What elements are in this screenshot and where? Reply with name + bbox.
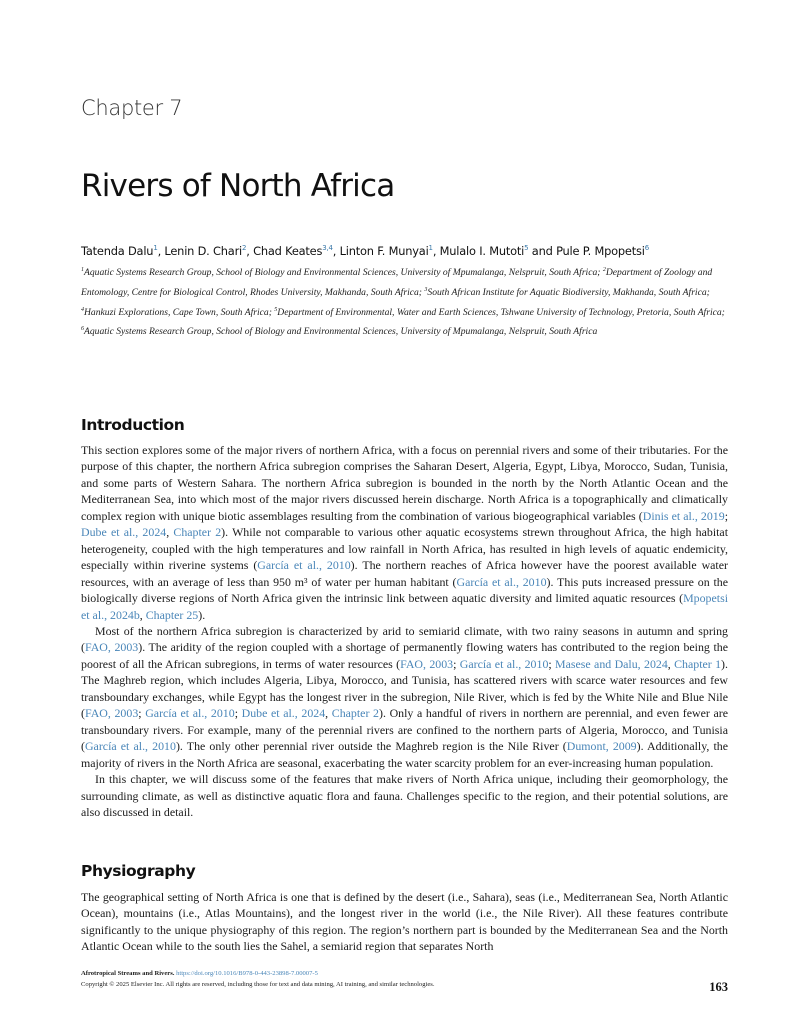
paragraph: The geographical setting of North Africa is one that is defined by the desert (i.e., Sahara), seas (i.e., Mediterranean Sea, North Atlantic Ocean), mountains (i.e., Atlas Mountains), and the longest river in the world (i.e., the Nile River). All these features contribute significantly to the unique physiography of this region. The region’s northern part is bounded by the Mediterranean Sea and the North Atlantic Ocean while to the south lies the Sahel, a semiarid region that separates North — [81, 890, 728, 954]
citation-link[interactable]: Dumont, 2009 — [566, 739, 637, 754]
affiliation-text: Department of Zoology and Entomology, Centre for Biological Control, Rhodes University, Makhanda, South Africa; — [81, 267, 713, 298]
affiliation-number: 3 — [424, 286, 428, 293]
affiliation-marker[interactable]: 5 — [524, 244, 529, 253]
affiliation-marker[interactable]: 6 — [644, 244, 649, 253]
affiliation-number: 2 — [602, 267, 606, 273]
paragraph: In this chapter, we will discuss some of the features that make rivers of North Africa unique, including their geomorphology, the surrounding climate, as well as distinctive aquatic flora and fauna. Challenges specific to the region, and their potential solutions, are also discussed in detail. — [81, 772, 728, 819]
affiliation-text: South African Institute for Aquatic Biodiversity, Makhanda, South Africa; — [427, 286, 710, 298]
author-name: Pule P. Mpopetsi — [556, 244, 645, 258]
page-footer — [81, 969, 728, 990]
affiliation-marker[interactable]: 2 — [242, 244, 247, 253]
citation-link[interactable]: García et al., 2010 — [459, 656, 549, 671]
affiliation-text: Aquatic Systems Research Group, School of Biology and Environmental Sciences, University of Mpumalanga, Nelspruit, South Africa — [84, 326, 598, 338]
page-number: 163 — [709, 980, 728, 994]
citation-link[interactable]: García et al., 2010 — [145, 706, 235, 721]
paragraph: This section explores some of the major rivers of northern Africa, with a focus on perennial rivers and some of their tributaries. For the purpose of this chapter, the northern Africa subregion comprises the Saharan Desert, Algeria, Egypt, Libya, Morocco, Sudan, Tunisia, and some parts of Western Sahara. The northern Africa subregion is bounded in the north by the North Atlantic Ocean and the Mediterranean Sea, into which most of the major rivers discussed herein discharge. North Africa is a topographically and climatically complex region with unique biotic assemblages resulting from the combination of various biogeographical variables (Dinis et al., 2019; Dube et al., 2024, Chapter 2). While not comparable to various other aquatic ecosystems strewn throughout Africa, the high habitat heterogeneity, coupled with the high temperatures and low rainfall in North Africa, has resulted in high levels of aquatic endemicity, especially within riverine systems (García et al., 2010). The northern reaches of Africa however have the poorest available water resources, with an average of less than 950 m³ of water per human habitant (García et al., 2010). This puts increased pressure on the biologically diverse regions of North Africa given the intrinsic link between aquatic diversity and limited aquatic resources (Mpopetsi et al., 2024b, Chapter 25). — [81, 443, 729, 622]
author-name: Lenin D. Chari — [164, 244, 243, 258]
citation-link[interactable]: Masese and Dalu, 2024 — [555, 656, 668, 671]
chapter-title: Rivers of North Africa — [81, 168, 395, 204]
affiliation-marker[interactable]: 1 — [428, 244, 433, 253]
copyright-notice: Copyright © 2025 Elsevier Inc. All rights are reserved, including those for text and data mining, AI training, and similar technologies. — [81, 980, 435, 988]
affiliation-number: 5 — [274, 306, 278, 313]
author-name: Chad Keates — [253, 244, 323, 258]
affiliation-number: 1 — [81, 267, 84, 273]
book-title: Afrotropical Streams and Rivers. — [81, 970, 175, 977]
affiliation-text: Hankuzi Explorations, Cape Town, South Africa; — [84, 306, 275, 318]
author-name: Mulalo I. Mutoti — [439, 244, 525, 258]
affiliation-marker[interactable]: 3,4 — [322, 244, 333, 253]
section-heading-introduction: Introduction — [81, 416, 185, 434]
introduction-body — [81, 442, 728, 820]
citation-link[interactable]: Dinis et al., 2019 — [642, 508, 725, 523]
citation-link[interactable]: García et al., 2010 — [84, 739, 176, 754]
citation-link[interactable]: García et al., 2010 — [456, 574, 547, 589]
affiliation-text: Aquatic Systems Research Group, School of Biology and Environmental Sciences, University of Mpumalanga, Nelspruit, South Africa; — [84, 267, 603, 279]
affiliations — [81, 262, 731, 341]
citation-link[interactable]: Chapter 2 — [173, 525, 222, 540]
citation-link[interactable]: FAO, 2003 — [400, 656, 454, 671]
citation-link[interactable]: Chapter 1 — [674, 656, 722, 671]
citation-link[interactable]: FAO, 2003 — [84, 706, 139, 721]
section-heading-physiography: Physiography — [81, 862, 196, 880]
citation-link[interactable]: Dube et al., 2024 — [81, 525, 167, 540]
chapter-label: Chapter 7 — [81, 96, 183, 120]
author-name: Linton F. Munyai — [339, 244, 429, 258]
citation-link[interactable]: Dube et al., 2024 — [241, 706, 326, 721]
paragraph: Most of the northern Africa subregion is characterized by arid to semiarid climate, with two rainy seasons in autumn and spring (FAO, 2003). The aridity of the region coupled with a shortage of permanently flowing waters has contributed to the region being the poorest of all the African subregions, in terms of water resources (FAO, 2003; García et al., 2010; Masese and Dalu, 2024, Chapter 1). The Maghreb region, which includes Algeria, Libya, Morocco, and Tunisia, has scattered rivers with scarce water resources and few transboundary exchanges, while Egypt has the longest river in the subregion, Nile River, which is fed by the White Nile and Blue Nile (FAO, 2003; García et al., 2010; Dube et al., 2024, Chapter 2). Only a handful of rivers in northern are perennial, and even fewer are transboundary rivers. For example, many of the perennial rivers are confined to the northern parts of Algeria, Morocco, and Tunisia (García et al., 2010). The only other perennial river outside the Maghreb region is the Nile River (Dumont, 2009). Additionally, the majority of rivers in the North Africa are seasonal, exacerbating the water scarcity problem for an ever-increasing human population. — [81, 623, 729, 770]
affiliation-number: 6 — [81, 326, 84, 333]
author-name: Tatenda Dalu — [81, 244, 154, 258]
citation-link[interactable]: Chapter 2 — [331, 706, 380, 721]
author-list: Tatenda Dalu$^1$, Lenin D. Chari$^2$, Chad Keates$^{3,4}$, Linton F. Munyai$^1$, Mulalo I. Mutoti$^5$ and Pule P. Mpopetsi$^6$ — [81, 244, 649, 258]
physiography-body — [81, 889, 728, 955]
citation-link[interactable]: FAO, 2003 — [84, 640, 139, 655]
doi-link[interactable]: https://doi.org/10.1016/B978-0-443-23898-7.00007-5 — [176, 970, 318, 977]
affiliation-marker[interactable]: 1 — [153, 244, 158, 253]
affiliation-number: 4 — [81, 306, 84, 313]
citation-link[interactable]: García et al., 2010 — [257, 558, 351, 573]
citation-link[interactable]: Chapter 25 — [145, 607, 199, 622]
citation-link[interactable]: Mpopetsi et al., 2024b — [81, 591, 728, 622]
affiliation-text: Department of Environmental, Water and Earth Sciences, Tshwane University of Technology, Pretoria, South Africa; — [277, 306, 725, 318]
